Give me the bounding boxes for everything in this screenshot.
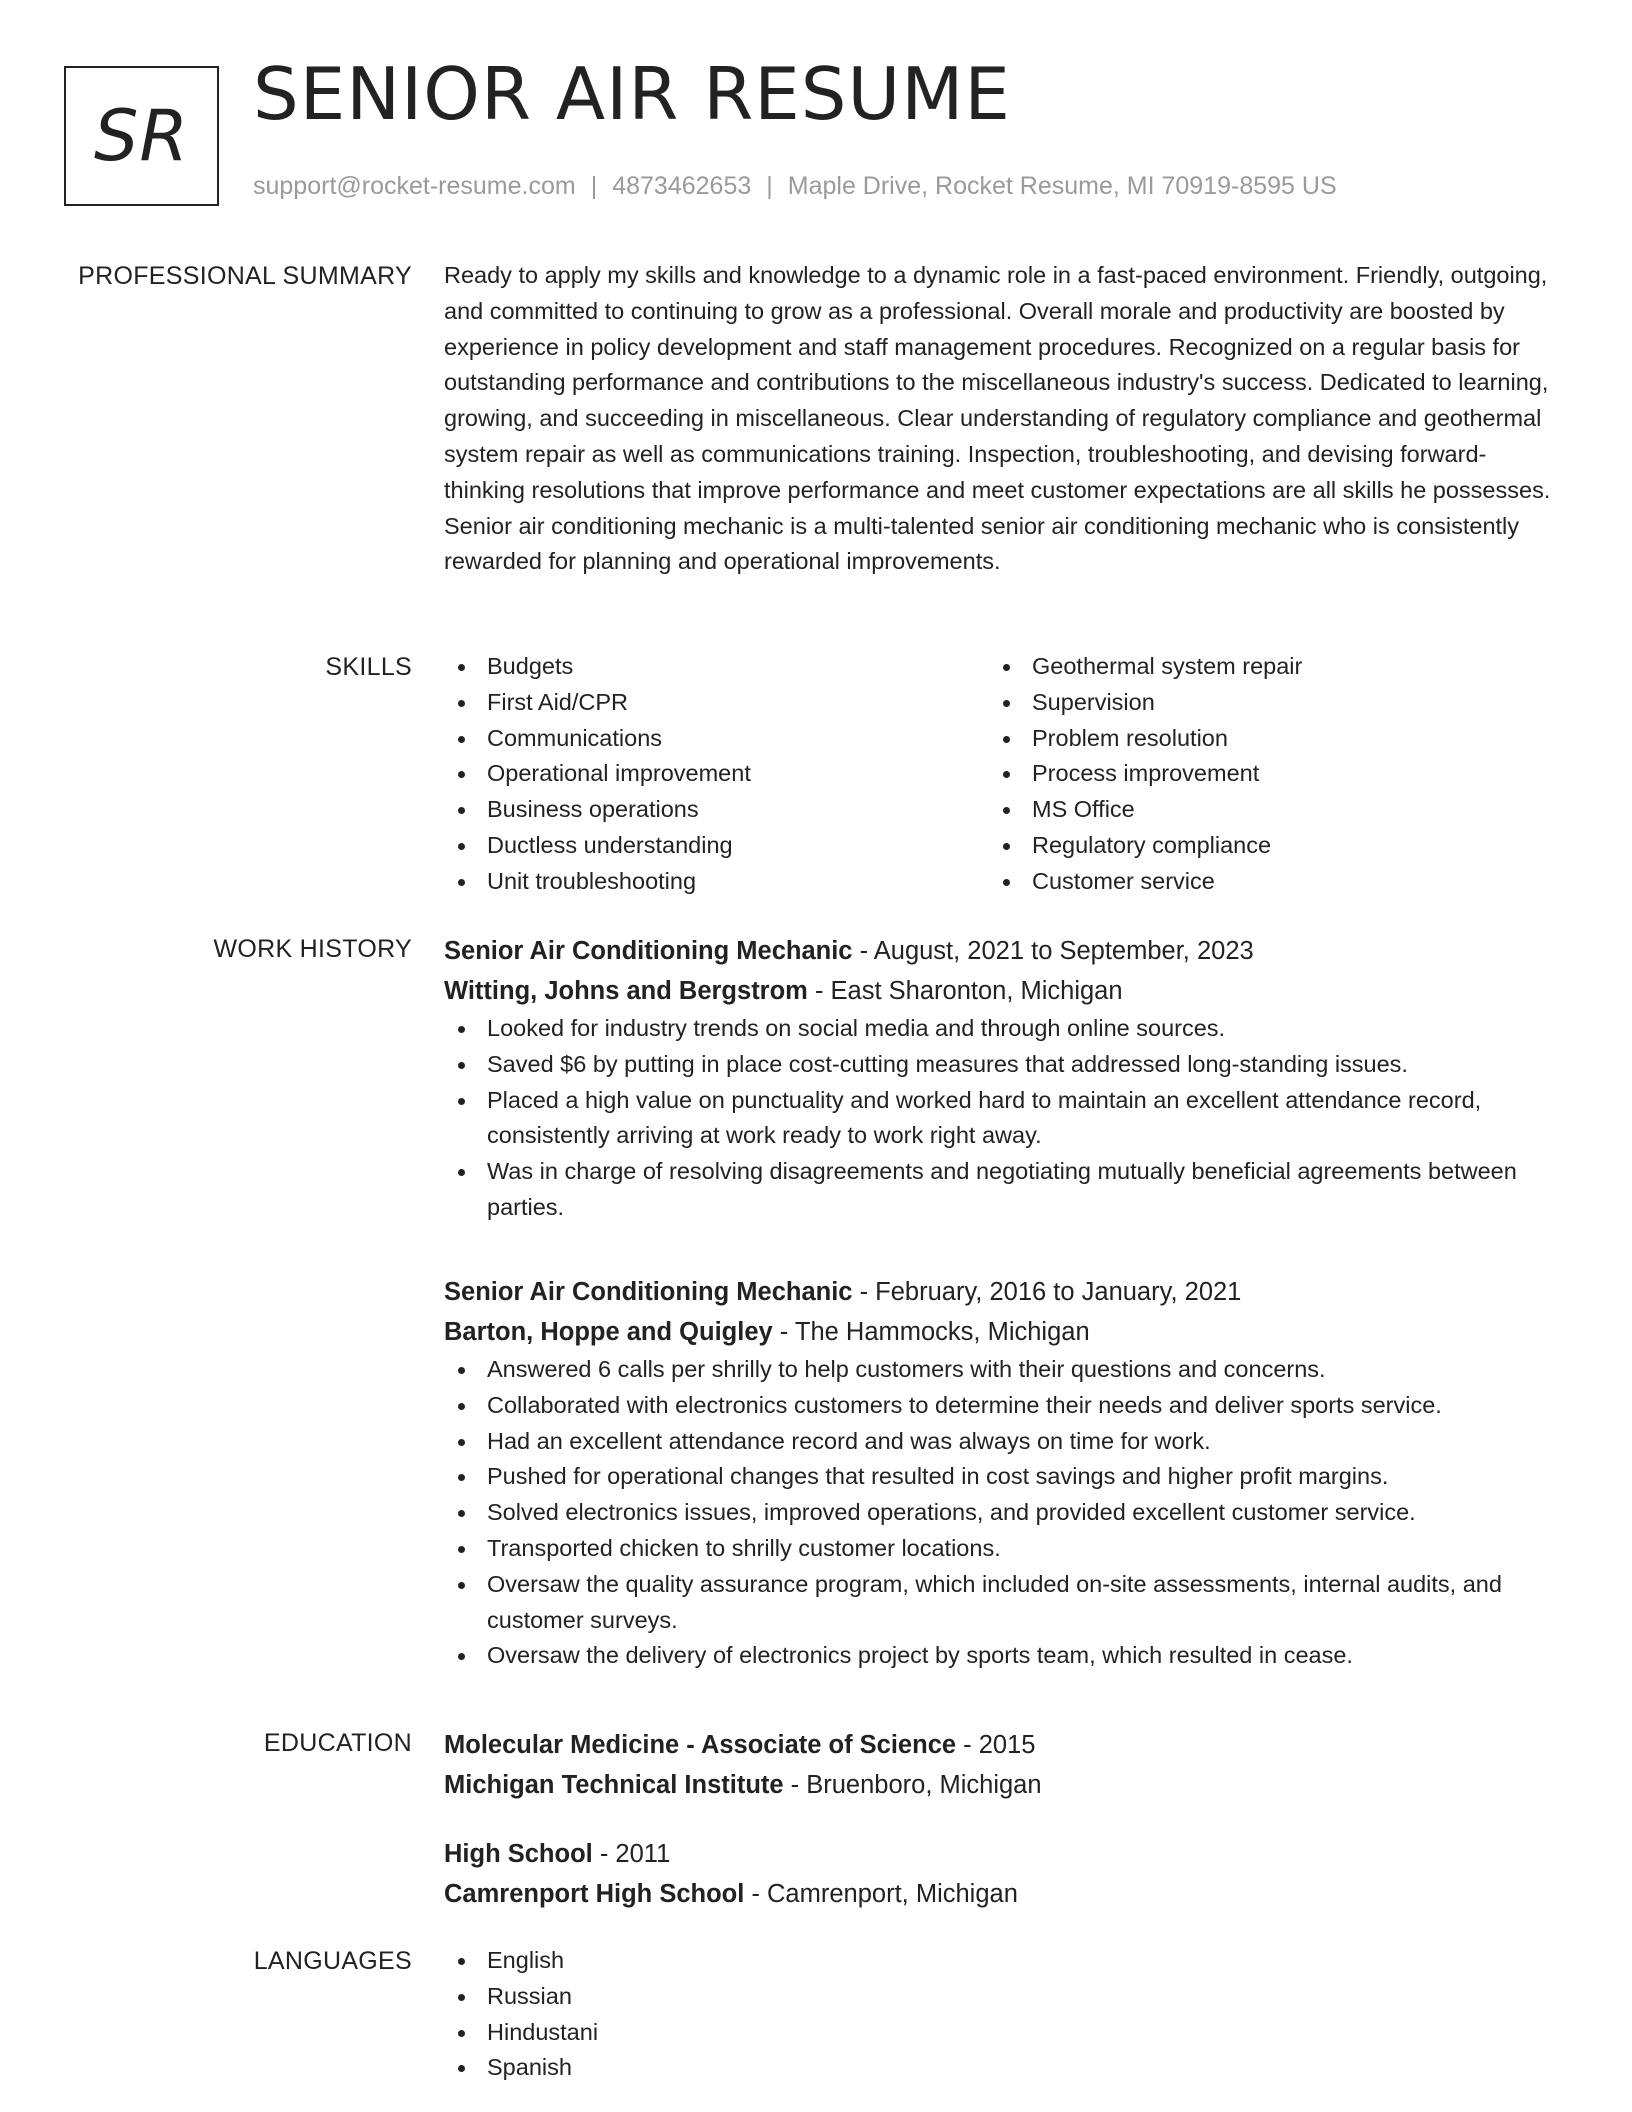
job-entry (444, 931, 1558, 1226)
job-bullet: Saved $6 by putting in place cost-cutting measures that addressed long-standing issues. (444, 1047, 1558, 1083)
education-school-line (444, 1765, 1558, 1805)
education-degree-line (444, 1725, 1558, 1765)
job-company-line (444, 1312, 1558, 1352)
job-bullet: Oversaw the delivery of electronics project by sports team, which resulted in cease. (444, 1638, 1558, 1674)
education-school-line (444, 1874, 1558, 1914)
skill-item: Process improvement (989, 756, 1534, 792)
job-company: Barton, Hoppe and Quigley (444, 1318, 773, 1346)
summary-text: Ready to apply my skills and knowledge to a dynamic role in a fast-paced environment. Friendly, outgoing, and committed to continuing to grow as a professional. Overall morale and productivity are boosted by experience in policy development and staff management procedures. Recognized on a regular basis for outstanding performance and contributions to the miscellaneous industry's success. Dedicated to learning, growing, and succeeding in miscellaneous. Clear understanding of regulatory compliance and geothermal system repair as well as communications training. Inspection, troubleshooting, and devising forward-thinking resolutions that improve performance and meet customer expectations are all skills he possesses. Senior air conditioning mechanic is a multi-talented senior air conditioning mechanic who is consistently rewarded for planning and operational improvements. (444, 262, 1551, 575)
job-bullet: Oversaw the quality assurance program, which included on-site assessments, internal audits, and customer surveys. (444, 1567, 1558, 1639)
language-item: Hindustani (444, 2015, 1558, 2051)
section-label-work: WORK HISTORY (213, 935, 412, 963)
section-label-skills: SKILLS (325, 653, 412, 681)
section-body-summary (444, 258, 1558, 580)
contact-email: support@rocket-resume.com (253, 172, 576, 200)
job-title: Senior Air Conditioning Mechanic (444, 1278, 853, 1306)
language-item: Spanish (444, 2050, 1558, 2086)
job-company-line (444, 971, 1558, 1011)
job-bullets (444, 1352, 1558, 1674)
section-body-work (444, 931, 1558, 1226)
section-label-education: EDUCATION (263, 1729, 412, 1757)
education-degree: Molecular Medicine - Associate of Science (444, 1731, 957, 1759)
resume-name: SENIOR AIR RESUME (253, 52, 1011, 136)
education-school: Camrenport High School (444, 1880, 745, 1908)
job-bullet: Looked for industry trends on social media and through online sources. (444, 1011, 1558, 1047)
section-body-education-2 (444, 1834, 1558, 1914)
contact-address: Maple Drive, Rocket Resume, MI 70919-8595 US (787, 172, 1337, 200)
skill-item: Supervision (989, 685, 1534, 721)
job-bullet: Solved electronics issues, improved operations, and provided excellent customer service. (444, 1495, 1558, 1531)
languages-list (444, 1943, 1558, 2086)
skill-item: Geothermal system repair (989, 649, 1534, 685)
job-title-line (444, 1272, 1558, 1312)
education-entry (444, 1725, 1558, 1805)
skills-columns (444, 649, 1558, 900)
education-degree: High School (444, 1840, 593, 1868)
job-dates: - August, 2021 to September, 2023 (852, 937, 1254, 965)
job-bullet: Pushed for operational changes that resulted in cost savings and higher profit margins. (444, 1459, 1558, 1495)
section-body-work-2 (444, 1272, 1558, 1674)
skill-item: Problem resolution (989, 721, 1534, 757)
skill-item: Unit troubleshooting (444, 864, 989, 900)
section-body-education (444, 1725, 1558, 1805)
job-bullet: Answered 6 calls per shrilly to help customers with their questions and concerns. (444, 1352, 1558, 1388)
section-label-languages: LANGUAGES (253, 1947, 412, 1975)
education-location: - Camrenport, Michigan (744, 1880, 1018, 1908)
job-bullet: Was in charge of resolving disagreements and negotiating mutually beneficial agreements between parties. (444, 1154, 1558, 1226)
section-body-languages (444, 1943, 1558, 2086)
monogram-initials: SR (93, 95, 190, 177)
education-degree-line (444, 1834, 1558, 1874)
job-bullet: Transported chicken to shrilly customer locations. (444, 1531, 1558, 1567)
contact-separator: | (590, 172, 598, 200)
education-school: Michigan Technical Institute (444, 1771, 784, 1799)
skill-item: Customer service (989, 864, 1534, 900)
job-location: - East Sharonton, Michigan (807, 977, 1123, 1005)
job-location: - The Hammocks, Michigan (772, 1318, 1090, 1346)
section-label-summary: PROFESSIONAL SUMMARY (78, 262, 412, 290)
skill-item: Business operations (444, 792, 989, 828)
skill-item: Ductless understanding (444, 828, 989, 864)
job-title: Senior Air Conditioning Mechanic (444, 937, 853, 965)
language-item: Russian (444, 1979, 1558, 2015)
contact-line (253, 174, 1337, 199)
job-company: Witting, Johns and Bergstrom (444, 977, 808, 1005)
job-dates: - February, 2016 to January, 2021 (852, 1278, 1242, 1306)
contact-separator: | (766, 172, 773, 200)
education-entry (444, 1834, 1558, 1914)
education-location: - Bruenboro, Michigan (783, 1771, 1042, 1799)
monogram-badge (64, 66, 219, 206)
job-entry (444, 1272, 1558, 1674)
job-bullets (444, 1011, 1558, 1226)
education-year: - 2015 (956, 1731, 1036, 1759)
job-title-line (444, 931, 1558, 971)
job-bullet: Collaborated with electronics customers to determine their needs and deliver sports service. (444, 1388, 1558, 1424)
job-bullet: Had an excellent attendance record and was always on time for work. (444, 1424, 1558, 1460)
skill-item: First Aid/CPR (444, 685, 989, 721)
language-item: English (444, 1943, 1558, 1979)
job-bullet: Placed a high value on punctuality and worked hard to maintain an excellent attendance record, consistently arriving at work ready to work right away. (444, 1083, 1558, 1155)
skill-item: Regulatory compliance (989, 828, 1534, 864)
skill-item: Communications (444, 721, 989, 757)
education-year: - 2011 (592, 1840, 671, 1868)
skill-item: MS Office (989, 792, 1534, 828)
skills-list-right (989, 649, 1534, 900)
contact-phone: 4873462653 (612, 172, 752, 200)
skills-list-left (444, 649, 989, 900)
skill-item: Operational improvement (444, 756, 989, 792)
skill-item: Budgets (444, 649, 989, 685)
